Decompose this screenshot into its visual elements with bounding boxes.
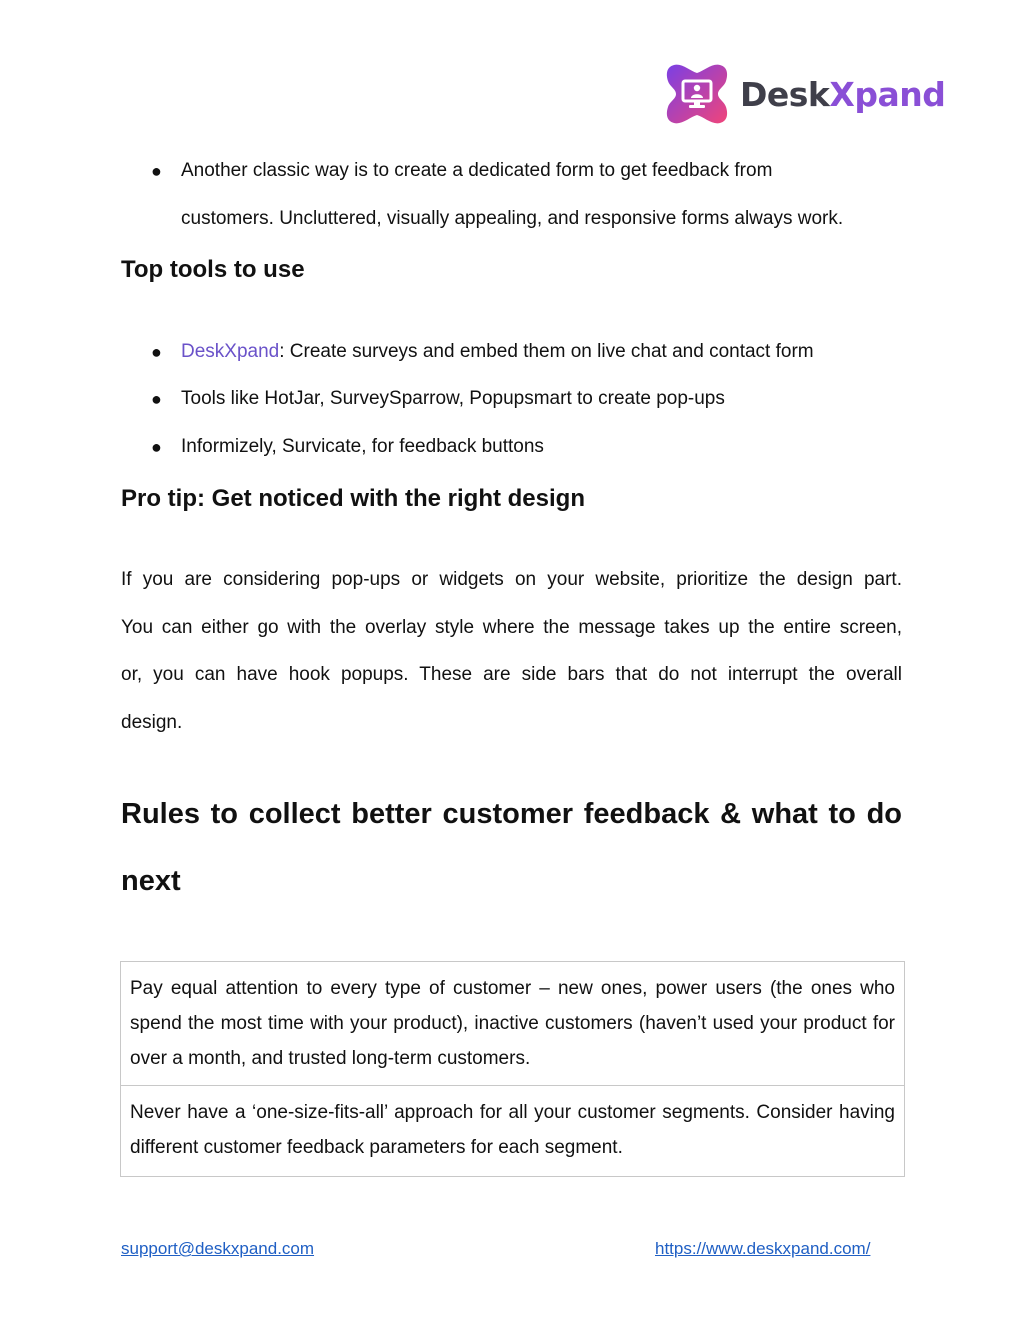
website-link[interactable]: https://www.deskxpand.com/	[655, 1239, 871, 1258]
pro-tip-line: You can either go with the overlay style where the message takes up the entire screen,	[121, 617, 902, 638]
bullet-dot: ●	[151, 161, 162, 181]
brand-name-desk: Desk	[740, 74, 830, 114]
table-row: Never have a ‘one-size-fits-all’ approach for all your customer segments. Consider having different customer feedback parameters for each segment.	[130, 1102, 895, 1158]
tools-item-text: : Create surveys and embed them on live chat and contact form	[279, 341, 814, 362]
rules-heading-line2: next	[121, 865, 181, 897]
pro-tip-heading: Pro tip: Get noticed with the right design	[121, 485, 585, 512]
monitor-person-icon	[664, 61, 730, 127]
intro-bullet-line1: Another classic way is to create a dedicated form to get feedback from	[181, 160, 773, 181]
tools-item-buttons: Informizely, Survicate, for feedback buttons	[181, 436, 544, 457]
tools-heading: Top tools to use	[121, 256, 305, 283]
table-row: Pay equal attention to every type of customer – new ones, power users (the ones who spend the most time with your product), inactive customers (haven’t used your product for over a month, and trusted long-term customers.	[121, 962, 904, 1086]
support-email-link[interactable]: support@deskxpand.com	[121, 1239, 315, 1258]
brand-logo	[664, 61, 945, 127]
pro-tip-line: or, you can have hook popups. These are side bars that do not interrupt the overall	[121, 664, 902, 685]
bullet-dot: ●	[151, 389, 162, 409]
tools-item-popups: Tools like HotJar, SurveySparrow, Popupsmart to create pop-ups	[181, 388, 725, 409]
rules-table	[120, 961, 905, 1177]
tools-item-deskxpand	[181, 342, 814, 361]
pro-tip-line: design.	[121, 712, 183, 733]
brand-name-xpand: Xpand	[829, 74, 946, 114]
bullet-dot: ●	[151, 437, 162, 457]
pro-tip-line: If you are considering pop-ups or widgets on your website, prioritize the design part.	[121, 569, 902, 590]
bullet-dot: ●	[151, 342, 162, 362]
rules-heading-line1: Rules to collect better customer feedback & what to do	[121, 798, 902, 830]
intro-bullet-line2: customers. Uncluttered, visually appealing, and responsive forms always work.	[181, 208, 844, 229]
deskxpand-link[interactable]: DeskXpand	[181, 341, 280, 362]
brand-name	[740, 74, 946, 114]
